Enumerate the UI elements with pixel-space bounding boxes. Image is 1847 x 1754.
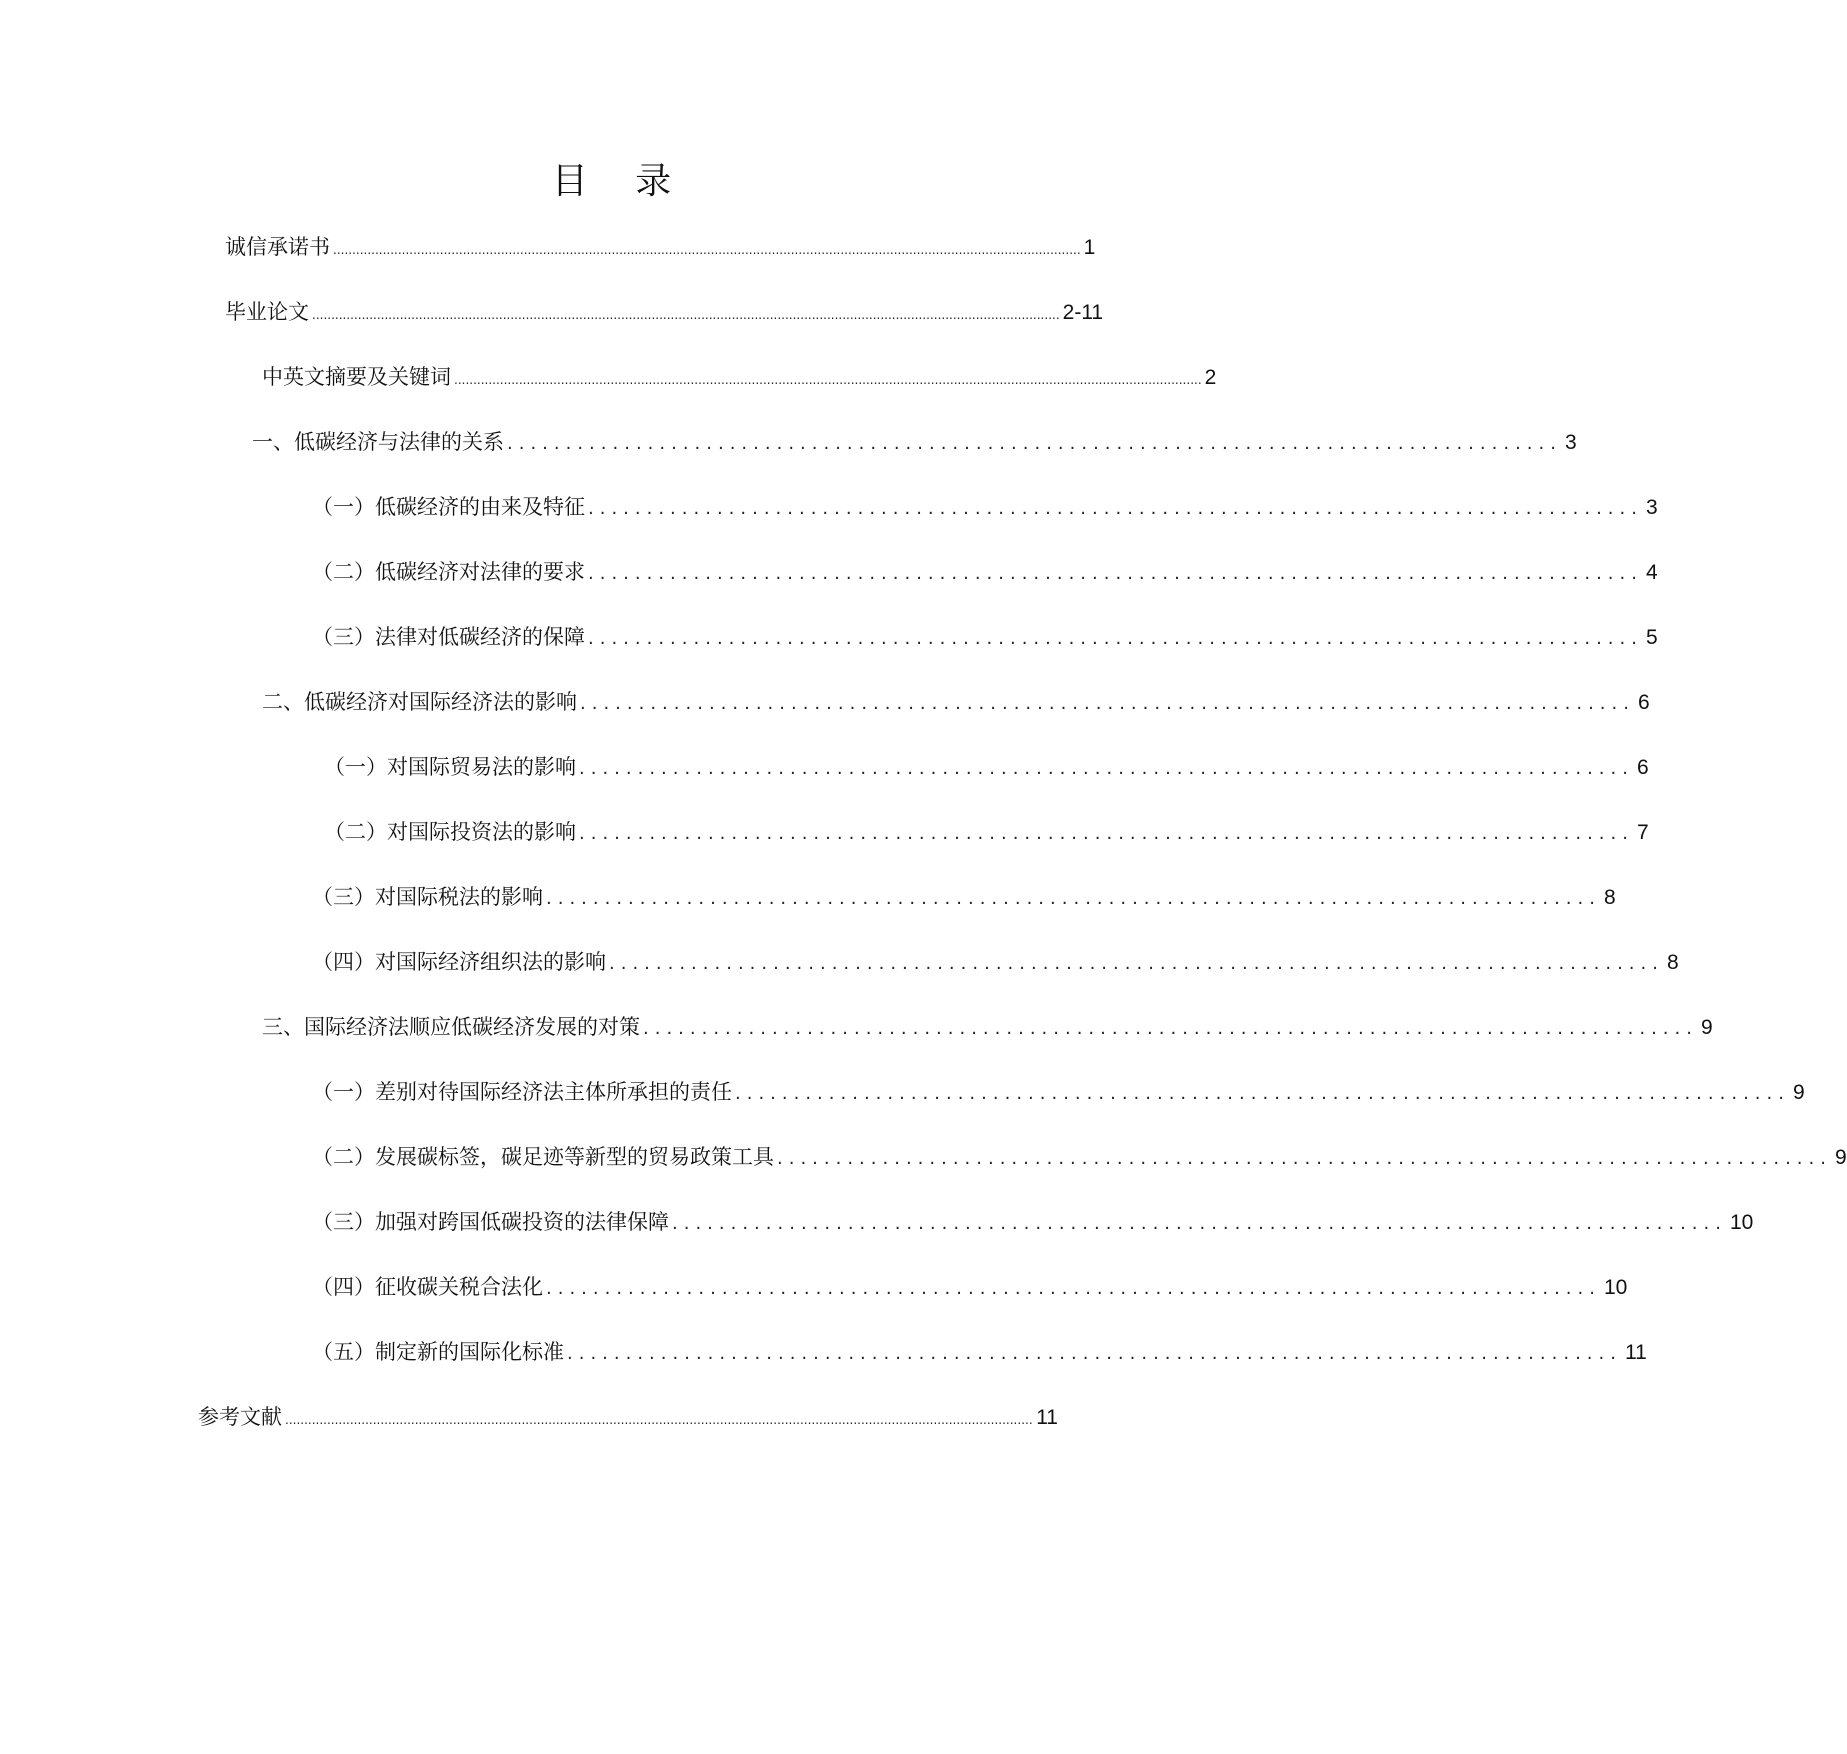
dot-leader: .................................................................................................................................................................................................... [285, 1413, 1033, 1427]
dot-leader: .......................................................................................... [643, 1018, 1698, 1039]
toc-entry-label: （二）发展碳标签，碳足迹等新型的贸易政策工具 [312, 1145, 774, 1169]
toc-entry-label: 三、国际经济法顺应低碳经济发展的对策 [262, 1015, 640, 1039]
toc-entry-section-2-2[interactable] [324, 815, 1649, 849]
toc-entry-section-3[interactable] [262, 1010, 1713, 1044]
toc-entry-label: 一、低碳经济与法律的关系 [252, 430, 504, 454]
dot-leader: .......................................................................................... [672, 1213, 1727, 1234]
toc-entry-section-2[interactable] [262, 685, 1650, 719]
dot-leader: .......................................................................................... [507, 433, 1562, 454]
toc-page-number: 2-11 [1062, 301, 1104, 324]
toc-entry-abstract[interactable] [262, 360, 1217, 394]
dot-leader: .......................................................................................... [609, 953, 1664, 974]
toc-page-number: 8 [1603, 886, 1616, 909]
toc-entry-label: （五）制定新的国际化标准 [312, 1340, 564, 1364]
toc-entry-label: （一）对国际贸易法的影响 [324, 755, 576, 779]
toc-entry-label: 中英文摘要及关键词 [262, 365, 451, 389]
toc-entry-label: （一）差别对待国际经济法主体所承担的责任 [312, 1080, 732, 1104]
toc-entry-section-1-1[interactable] [312, 490, 1658, 524]
toc-entry-label: （三）法律对低碳经济的保障 [312, 625, 585, 649]
dot-leader: .................................................................................................................................................................................................... [312, 308, 1060, 322]
toc-entry-section-2-4[interactable] [312, 945, 1679, 979]
toc-page-number: 9 [1834, 1146, 1847, 1169]
dot-leader: .......................................................................................... [588, 563, 1643, 584]
toc-entry-section-2-1[interactable] [324, 750, 1649, 784]
toc-entry-section-3-3[interactable] [312, 1205, 1754, 1239]
dot-leader: .......................................................................................... [580, 693, 1635, 714]
toc-page-number: 6 [1637, 691, 1650, 714]
dot-leader: .......................................................................................... [777, 1148, 1832, 1169]
toc-entry-label: （三）对国际税法的影响 [312, 885, 543, 909]
dot-leader: .......................................................................................... [588, 628, 1643, 649]
toc-page-number: 8 [1666, 951, 1679, 974]
toc-entry-section-3-5[interactable] [312, 1335, 1647, 1369]
toc-page-number: 11 [1624, 1341, 1647, 1364]
toc-page-number: 10 [1729, 1211, 1754, 1234]
toc-page-number: 11 [1036, 1406, 1058, 1429]
toc-page-number: 7 [1636, 821, 1649, 844]
toc-entry-section-3-4[interactable] [312, 1270, 1628, 1304]
toc-entry-references[interactable] [198, 1400, 1058, 1434]
toc-title: 目 录 [551, 161, 690, 202]
toc-entry-label: （二）对国际投资法的影响 [324, 820, 576, 844]
dot-leader: .................................................................................................................................................................................................... [333, 243, 1081, 257]
toc-entry-section-3-1[interactable] [312, 1075, 1805, 1109]
toc-entry-label: 参考文献 [198, 1405, 282, 1429]
toc-entry-section-3-2[interactable] [312, 1140, 1847, 1174]
toc-page-number: 6 [1636, 756, 1649, 779]
toc-entry-label: （二）低碳经济对法律的要求 [312, 560, 585, 584]
dot-leader: .......................................................................................... [579, 758, 1634, 779]
dot-leader: .......................................................................................... [588, 498, 1643, 519]
toc-entry-integrity-pledge[interactable] [225, 230, 1096, 264]
dot-leader: .................................................................................................................................................................................................... [454, 373, 1202, 387]
toc-page-number: 2 [1204, 366, 1217, 389]
toc-entry-label: 毕业论文 [225, 300, 309, 324]
toc-page-number: 10 [1603, 1276, 1628, 1299]
toc-entry-label: （三）加强对跨国低碳投资的法律保障 [312, 1210, 669, 1234]
toc-page-number: 3 [1645, 496, 1658, 519]
dot-leader: .......................................................................................... [735, 1083, 1790, 1104]
toc-entry-section-1[interactable] [252, 425, 1577, 459]
toc-page-number: 9 [1700, 1016, 1713, 1039]
toc-entry-label: 二、低碳经济对国际经济法的影响 [262, 690, 577, 714]
toc-entry-thesis[interactable] [225, 295, 1104, 329]
toc-entry-section-1-3[interactable] [312, 620, 1658, 654]
toc-page-number: 4 [1645, 561, 1658, 584]
toc-entry-section-1-2[interactable] [312, 555, 1658, 589]
toc-entry-label: （四）对国际经济组织法的影响 [312, 950, 606, 974]
dot-leader: .......................................................................................... [579, 823, 1634, 844]
toc-page-number: 5 [1645, 626, 1658, 649]
dot-leader: .......................................................................................... [546, 888, 1601, 909]
toc-page-number: 9 [1792, 1081, 1805, 1104]
toc-entry-label: （一）低碳经济的由来及特征 [312, 495, 585, 519]
dot-leader: .......................................................................................... [567, 1343, 1622, 1364]
dot-leader: .......................................................................................... [546, 1278, 1601, 1299]
toc-entry-label: 诚信承诺书 [225, 235, 330, 259]
toc-page-number: 3 [1564, 431, 1577, 454]
toc-entry-label: （四）征收碳关税合法化 [312, 1275, 543, 1299]
toc-page-number: 1 [1083, 236, 1096, 259]
toc-entry-section-2-3[interactable] [312, 880, 1616, 914]
